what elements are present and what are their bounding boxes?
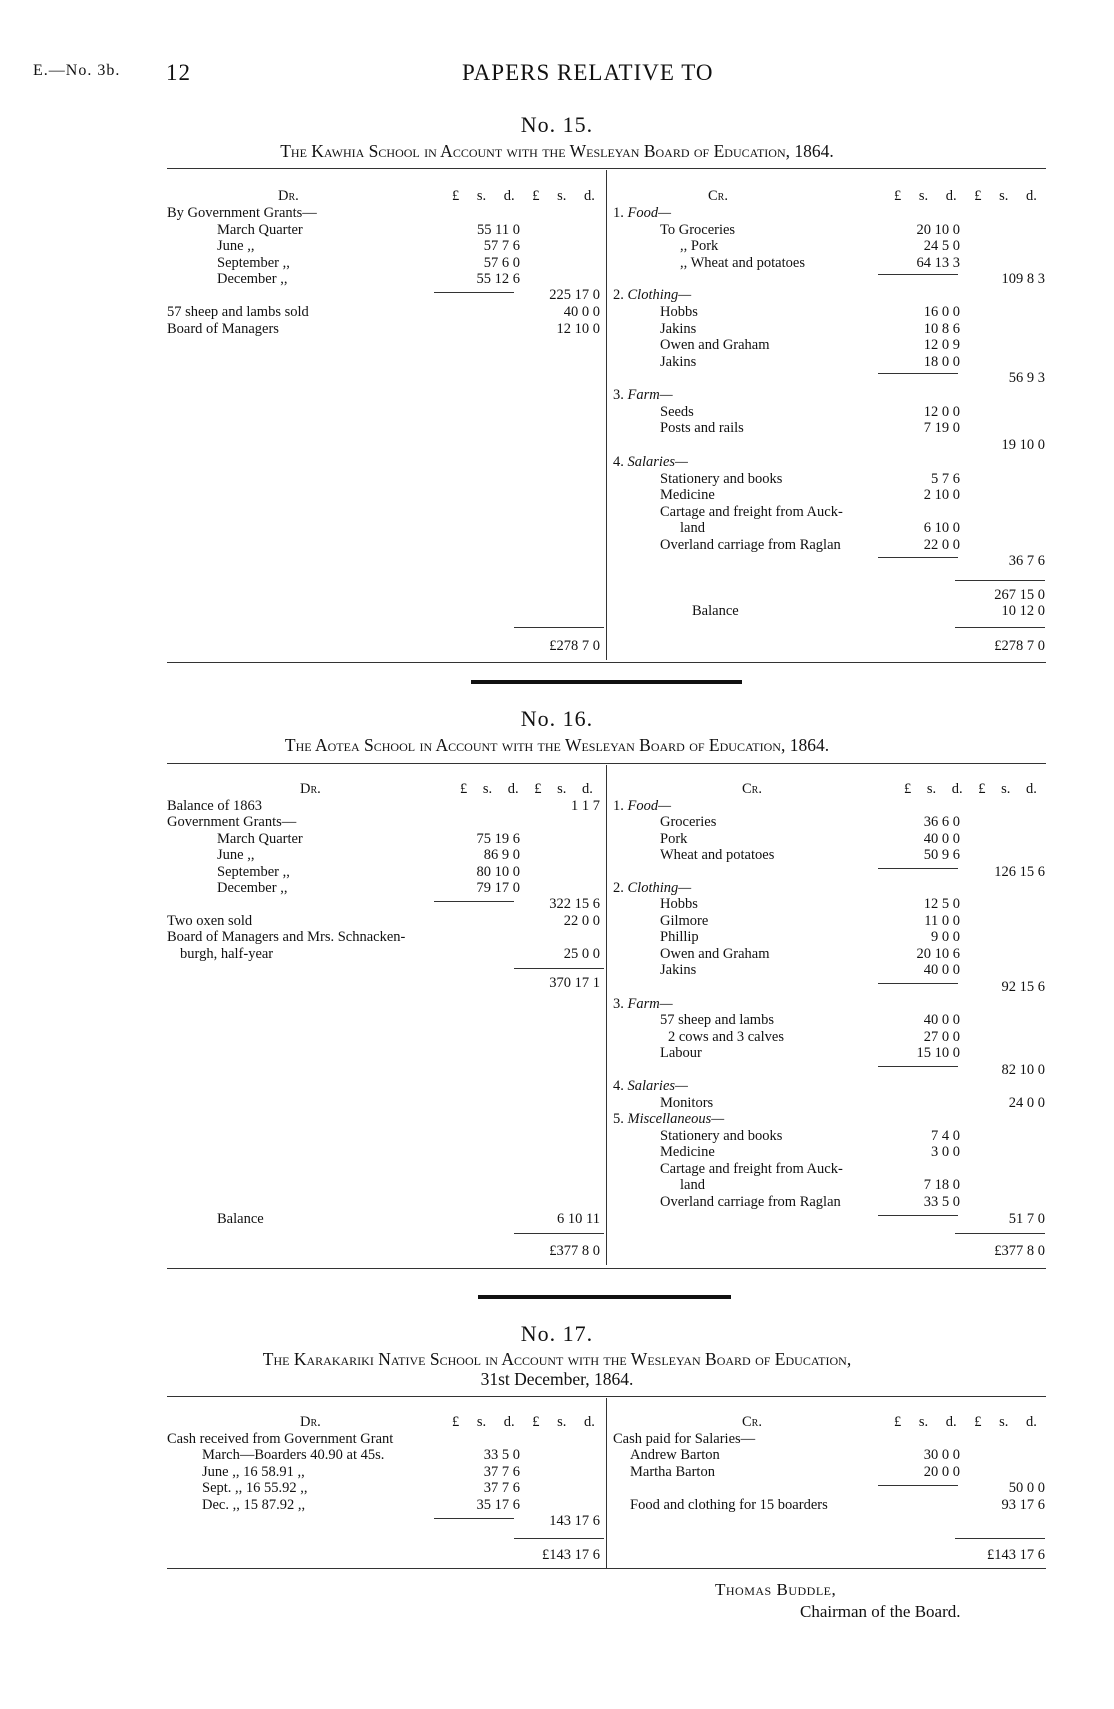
line-label: Stationery and books	[660, 1128, 783, 1144]
category-heading: 4. Salaries—	[613, 454, 688, 470]
amount: 2 10 0	[923, 487, 960, 503]
amount: 37 7 6	[483, 1480, 520, 1496]
line-label: Andrew Barton	[630, 1447, 720, 1463]
line-label: December ,,	[217, 271, 288, 287]
amount: 20 0 0	[923, 1464, 960, 1480]
debit-heading: Dr.	[278, 188, 299, 204]
line-label: Board of Managers and Mrs. Schnacken-	[167, 929, 406, 945]
amount: 27 0 0	[923, 1029, 960, 1045]
line-label: To Groceries	[660, 222, 736, 238]
amount: 16 0 0	[923, 304, 960, 320]
section-separator	[471, 680, 742, 684]
line-label: March Quarter	[217, 222, 303, 238]
amount: 80 10 0	[476, 864, 520, 880]
line-label: land	[680, 1177, 705, 1193]
center-divider-17	[606, 1398, 607, 1568]
line-label: Board of Managers	[167, 321, 279, 337]
line-label: Government Grants—	[167, 814, 297, 830]
line-label: Medicine	[660, 487, 715, 503]
line-label: March—Boarders 40.90 at 45s.	[202, 1447, 385, 1463]
amount: 50 9 6	[923, 847, 960, 863]
line-label: Two oxen sold	[167, 913, 253, 929]
amount: 55 11 0	[477, 222, 520, 238]
section-separator	[478, 1295, 731, 1299]
page-number: 12	[166, 60, 191, 85]
amount: 50 0 0	[1008, 1480, 1045, 1496]
line-label: Phillip	[660, 929, 699, 945]
credit-heading: Cr.	[742, 1414, 762, 1430]
amount: 9 0 0	[931, 929, 960, 945]
category-heading: 3. Farm—	[613, 387, 673, 403]
sum-rule	[955, 580, 1045, 581]
total-rule	[955, 1233, 1045, 1234]
amount: 93 17 6	[1001, 1497, 1045, 1513]
line-label: December ,,	[217, 880, 288, 896]
amount: 7 19 0	[923, 420, 960, 436]
amount: 7 4 0	[931, 1128, 960, 1144]
line-label: Hobbs	[660, 304, 698, 320]
amount: 33 5 0	[923, 1194, 960, 1210]
line-label: 57 sheep and lambs sold	[167, 304, 309, 320]
line-label: Labour	[660, 1045, 702, 1061]
sum-rule	[514, 968, 604, 969]
amount: 143 17 6	[549, 1513, 600, 1529]
amount: 18 0 0	[923, 354, 960, 370]
amount: 33 5 0	[483, 1447, 520, 1463]
line-label: Balance	[217, 1211, 264, 1227]
account-title-17: The Karakariki Native School in Account with the Wesleyan Board of Education,	[262, 1349, 852, 1369]
line-label: Posts and rails	[660, 420, 744, 436]
amount: 36 7 6	[1008, 553, 1045, 569]
amount: 75 19 6	[476, 831, 520, 847]
subtotal-rule	[434, 1518, 514, 1519]
line-label: ,, Pork	[680, 238, 719, 254]
line-label: Jakins	[660, 962, 697, 978]
line-label: Owen and Graham	[660, 337, 770, 353]
bottom-rule-16	[167, 1268, 1046, 1269]
amount: 6 10 0	[923, 520, 960, 536]
subtotal-rule	[878, 1485, 958, 1486]
amount: 10 12 0	[1001, 603, 1045, 619]
subtotal-rule	[878, 1066, 958, 1067]
column-heads-left: £ s. d. £ s. d.	[452, 1414, 595, 1430]
subtotal-rule	[878, 868, 958, 869]
category-heading: 1. Food—	[613, 798, 671, 814]
line-label: Dec. ,, 15 87.92 ,,	[202, 1497, 306, 1513]
running-title: PAPERS RELATIVE TO	[462, 60, 714, 85]
amount: 6 10 11	[557, 1211, 600, 1227]
amount: 40 0 0	[563, 304, 600, 320]
credit-heading: Cr.	[708, 188, 728, 204]
column-heads-right: £ s. d. £ s. d.	[894, 188, 1037, 204]
line-label: Overland carriage from Raglan	[660, 1194, 841, 1210]
column-heads-left: £ s. d. £ s. d.	[460, 781, 593, 797]
category-heading: 4. Salaries—	[613, 1078, 688, 1094]
amount: 24 5 0	[923, 238, 960, 254]
account-title-15: The Kawhia School in Account with the Wesleyan Board of Education, 1864.	[280, 141, 834, 161]
category-heading: 2. Clothing—	[613, 880, 692, 896]
category-heading: 2. Clothing—	[613, 287, 692, 303]
line-label: June ,,	[217, 847, 255, 863]
amount: 92 15 6	[1001, 979, 1045, 995]
subtotal-rule	[878, 983, 958, 984]
category-heading: 3. Farm—	[613, 996, 673, 1012]
line-label: Hobbs	[660, 896, 698, 912]
line-label: Owen and Graham	[660, 946, 770, 962]
total-rule	[955, 1538, 1045, 1539]
amount: 57 6 0	[483, 255, 520, 271]
credit-total: £143 17 6	[987, 1547, 1045, 1563]
document-reference: E.—No. 3b.	[33, 62, 121, 79]
amount: 22 0 0	[563, 913, 600, 929]
amount: 12 0 0	[923, 404, 960, 420]
line-label: Monitors	[660, 1095, 714, 1111]
line-label: Cartage and freight from Auck-	[660, 504, 843, 520]
line-label: Cash paid for Salaries—	[613, 1431, 756, 1447]
top-rule-17	[167, 1396, 1046, 1397]
account-title-17-date: 31st December, 1864.	[480, 1369, 634, 1389]
amount: 225 17 0	[549, 287, 600, 303]
bottom-rule-15	[167, 662, 1046, 663]
bottom-rule-17	[167, 1568, 1046, 1569]
column-heads-right: £ s. d. £ s. d.	[904, 781, 1037, 797]
amount: 370 17 1	[549, 975, 600, 991]
total-rule	[514, 1538, 604, 1539]
line-label: Food and clothing for 15 boarders	[630, 1497, 828, 1513]
signatory-role: Chairman of the Board.	[800, 1602, 961, 1621]
amount: 82 10 0	[1001, 1062, 1045, 1078]
subtotal-rule	[434, 292, 514, 293]
line-label: Martha Barton	[630, 1464, 715, 1480]
line-label: Balance	[692, 603, 739, 619]
top-rule-15	[167, 168, 1046, 169]
total-rule	[514, 1233, 604, 1234]
amount: 51 7 0	[1008, 1211, 1045, 1227]
center-divider-16	[606, 765, 607, 1265]
amount: 3 0 0	[931, 1144, 960, 1160]
amount: 12 5 0	[923, 896, 960, 912]
debit-heading: Dr.	[300, 781, 321, 797]
amount: 40 0 0	[923, 962, 960, 978]
line-label: Cartage and freight from Auck-	[660, 1161, 843, 1177]
line-label: By Government Grants—	[167, 205, 317, 221]
account-title-16: The Aotea School in Account with the Wesleyan Board of Education, 1864.	[284, 735, 830, 755]
amount: 40 0 0	[923, 1012, 960, 1028]
line-label: 2 cows and 3 calves	[668, 1029, 784, 1045]
line-label: March Quarter	[217, 831, 303, 847]
amount: 126 15 6	[994, 864, 1045, 880]
debit-total: £377 8 0	[549, 1243, 600, 1259]
amount: 30 0 0	[923, 1447, 960, 1463]
amount: 56 9 3	[1008, 370, 1045, 386]
line-label: Jakins	[660, 354, 697, 370]
amount: 55 12 6	[476, 271, 520, 287]
amount: 22 0 0	[923, 537, 960, 553]
amount: 20 10 6	[916, 946, 960, 962]
subtotal-rule	[878, 274, 958, 275]
amount: 7 18 0	[923, 1177, 960, 1193]
column-heads-right: £ s. d. £ s. d.	[894, 1414, 1037, 1430]
line-label: Pork	[660, 831, 688, 847]
line-label: burgh, half-year	[180, 946, 274, 962]
line-label: Cash received from Government Grant	[167, 1431, 394, 1447]
amount: 10 8 6	[923, 321, 960, 337]
subtotal-rule	[878, 1215, 958, 1216]
subtotal-rule	[434, 901, 514, 902]
category-heading: 1. Food—	[613, 205, 671, 221]
credit-total: £278 7 0	[994, 638, 1045, 654]
amount: 11 0 0	[924, 913, 960, 929]
total-rule	[955, 627, 1045, 628]
center-divider-15	[606, 170, 607, 660]
line-label: land	[680, 520, 705, 536]
top-rule-16	[167, 763, 1046, 764]
debit-total: £143 17 6	[542, 1547, 600, 1563]
line-label: Wheat and potatoes	[660, 847, 775, 863]
amount: 40 0 0	[923, 831, 960, 847]
line-label: ,, Wheat and potatoes	[680, 255, 805, 271]
signatory-name: Thomas Buddle,	[715, 1580, 837, 1599]
amount: 19 10 0	[1001, 437, 1045, 453]
amount: 79 17 0	[476, 880, 520, 896]
amount: 37 7 6	[483, 1464, 520, 1480]
line-label: Jakins	[660, 321, 697, 337]
line-label: Seeds	[660, 404, 694, 420]
line-label: June ,,	[217, 238, 255, 254]
amount: 64 13 3	[916, 255, 960, 271]
category-heading: 5. Miscellaneous—	[613, 1111, 725, 1127]
amount: 57 7 6	[483, 238, 520, 254]
amount: 20 10 0	[916, 222, 960, 238]
amount: 5 7 6	[931, 471, 960, 487]
line-label: Gilmore	[660, 913, 709, 929]
amount: 267 15 0	[994, 587, 1045, 603]
account-number-17: No. 17.	[520, 1321, 594, 1346]
line-label: Sept. ,, 16 55.92 ,,	[202, 1480, 308, 1496]
amount: 24 0 0	[1008, 1095, 1045, 1111]
line-label: Medicine	[660, 1144, 715, 1160]
line-label: Stationery and books	[660, 471, 783, 487]
amount: 25 0 0	[563, 946, 600, 962]
amount: 322 15 6	[549, 896, 600, 912]
credit-heading: Cr.	[742, 781, 762, 797]
line-label: September ,,	[217, 255, 290, 271]
amount: 86 9 0	[483, 847, 520, 863]
amount: 36 6 0	[923, 814, 960, 830]
total-rule	[514, 627, 604, 628]
amount: 1 1 7	[571, 798, 600, 814]
line-label: Overland carriage from Raglan	[660, 537, 841, 553]
account-number-15: No. 15.	[520, 112, 594, 137]
amount: 35 17 6	[476, 1497, 520, 1513]
line-label: Balance of 1863	[167, 798, 263, 814]
amount: 15 10 0	[916, 1045, 960, 1061]
line-label: September ,,	[217, 864, 290, 880]
line-label: 57 sheep and lambs	[660, 1012, 774, 1028]
subtotal-rule	[878, 373, 958, 374]
debit-heading: Dr.	[300, 1414, 321, 1430]
subtotal-rule	[878, 557, 958, 558]
line-label: June ,, 16 58.91 ,,	[202, 1464, 305, 1480]
debit-total: £278 7 0	[549, 638, 600, 654]
line-label: Groceries	[660, 814, 717, 830]
column-heads-left: £ s. d. £ s. d.	[452, 188, 595, 204]
amount: 109 8 3	[1001, 271, 1045, 287]
account-number-16: No. 16.	[520, 706, 594, 731]
credit-total: £377 8 0	[994, 1243, 1045, 1259]
amount: 12 0 9	[923, 337, 960, 353]
amount: 12 10 0	[556, 321, 600, 337]
